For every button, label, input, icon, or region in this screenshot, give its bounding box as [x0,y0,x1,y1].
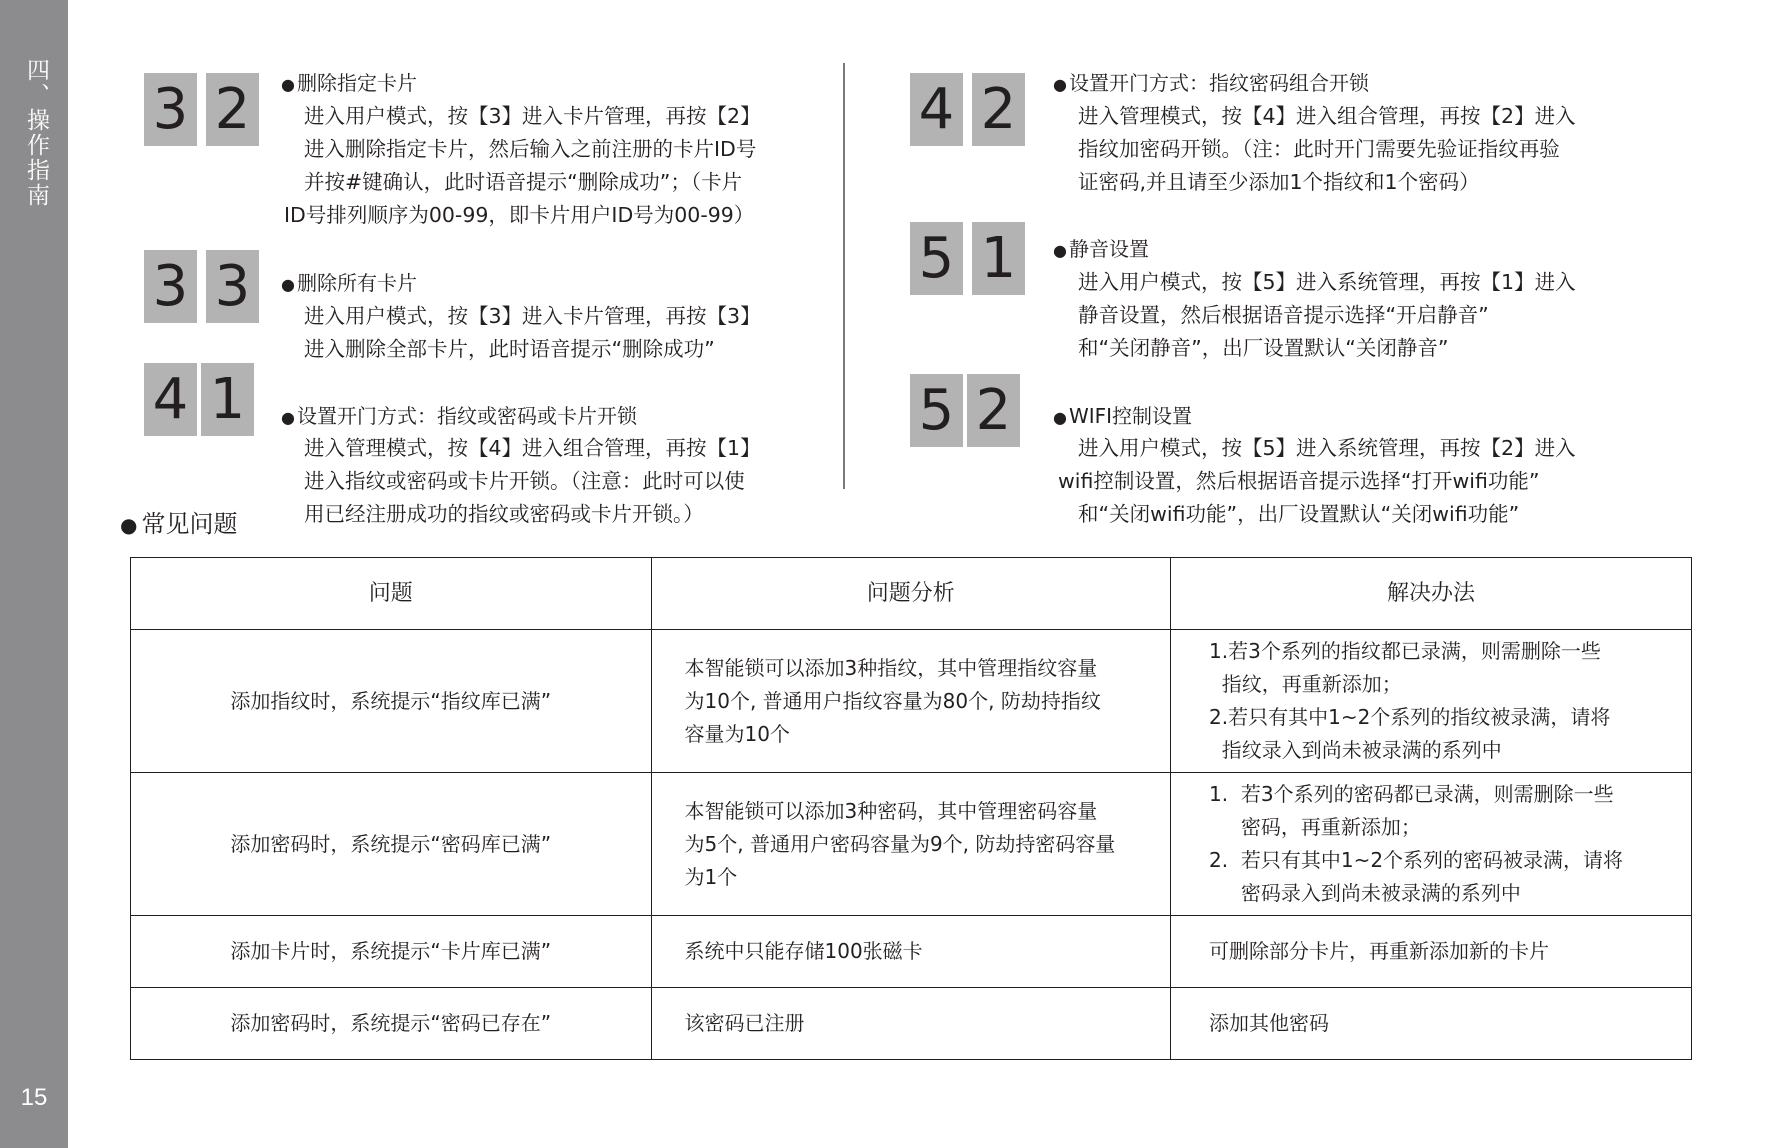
analysis-line: 为10个, 普通用户指纹容量为80个, 防劫持指纹 [684,688,1101,713]
step-description [1078,266,1576,365]
step-line: 进入指纹或密码或卡片开锁。（注意：此时可以使 [304,469,745,493]
step-number-digit: 2 [206,73,259,146]
table-row [131,916,1692,988]
step-line: 进入用户模式，按【3】进入卡片管理，再按【2】 [304,104,761,128]
solution-line: 密码录入到尚未被录满的系列中 [1209,881,1521,905]
problem-cell: 添加密码时，系统提示“密码已存在” [131,988,652,1060]
table-row [131,988,1692,1060]
step-description [304,300,761,366]
step-number-digit: 1 [972,222,1025,295]
step-title-text: 删除指定卡片 [296,71,417,95]
step-description [284,100,761,232]
section-title: 四、操作指南 [23,58,49,208]
header-solution: 解决办法 [1171,558,1692,630]
faq-heading-text: 常见问题 [141,510,238,538]
table-row [131,773,1692,916]
step-line: 并按#键确认，此时语音提示“删除成功”；（卡片 [304,170,743,194]
solution-line: 添加其他密码 [1209,1011,1330,1035]
step-line: 和“关闭静音”，出厂设置默认“关闭静音” [1078,336,1449,360]
step-number-digit: 2 [967,374,1020,447]
faq-heading [120,508,237,541]
bullet-icon: ● [1053,241,1067,260]
solution-cell [1171,916,1692,988]
step-line: 进入用户模式，按【5】进入系统管理，再按【2】进入 [1078,436,1576,460]
step-line: 进入删除指定卡片，然后输入之前注册的卡片ID号 [304,137,757,161]
solution-cell [1171,773,1692,916]
step-line: 指纹加密码开锁。（注：此时开门需要先验证指纹再验 [1078,137,1560,161]
problem-cell: 添加指纹时，系统提示“指纹库已满” [131,630,652,773]
solution-line: 指纹录入到尚未被录满的系列中 [1209,738,1502,762]
step-number-digit: 3 [144,250,197,323]
analysis-cell [651,630,1171,773]
analysis-line: 本智能锁可以添加3种密码，其中管理密码容量 [684,798,1098,823]
step-title-text: 静音设置 [1068,237,1149,261]
analysis-cell [651,916,1171,988]
step-line: 进入用户模式，按【3】进入卡片管理，再按【3】 [304,304,761,328]
bullet-icon: ● [120,513,138,537]
problem-cell: 添加卡片时，系统提示“卡片库已满” [131,916,652,988]
solution-line: 2.若只有其中1~2个系列的指纹被录满，请将 [1209,705,1611,729]
header-analysis: 问题分析 [651,558,1171,630]
analysis-cell [651,773,1171,916]
step-line: 进入管理模式，按【4】进入组合管理，再按【1】 [304,436,761,460]
step-number-digit: 4 [910,73,963,146]
analysis-cell [651,988,1171,1060]
step-line: ID号排列顺序为00-99，即卡片用户ID号为00-99） [284,203,755,227]
solution-cell [1171,988,1692,1060]
bullet-icon: ● [1053,75,1067,94]
step-description [1058,432,1576,531]
bullet-icon: ● [281,75,295,94]
step-description [1078,100,1576,199]
step-line: 静音设置，然后根据语音提示选择“开启静音” [1078,303,1489,327]
bullet-icon: ● [1053,408,1067,427]
step-description [304,432,761,531]
step-line: 和“关闭wifi功能”，出厂设置默认“关闭wifi功能” [1078,502,1520,526]
solution-line: 1. 若3个系列的密码都已录满，则需删除一些 [1209,782,1614,806]
step-title [281,270,417,298]
step-number-digit: 1 [201,363,254,436]
column-divider [843,63,845,489]
step-title-text: 删除所有卡片 [296,271,417,295]
step-line: 进入删除全部卡片，此时语音提示“删除成功” [304,337,715,361]
step-title [281,403,637,431]
faq-table [130,557,1692,1060]
step-title [1053,70,1369,98]
analysis-line: 为5个, 普通用户密码容量为9个, 防劫持密码容量 [684,831,1116,856]
analysis-line: 为1个 [684,864,738,889]
header-problem: 问题 [131,558,652,630]
step-line: wifi控制设置，然后根据语音提示选择“打开wifi功能” [1058,469,1540,493]
solution-line: 密码，再重新添加； [1209,815,1421,839]
sidebar [0,0,68,1148]
step-number-digit: 2 [972,73,1025,146]
analysis-line: 容量为10个 [684,721,790,746]
step-title [281,70,417,98]
solution-line: 可删除部分卡片，再重新添加新的卡片 [1209,939,1550,963]
step-number-digit: 5 [910,222,963,295]
analysis-line: 本智能锁可以添加3种指纹，其中管理指纹容量 [684,655,1098,680]
table-row [131,630,1692,773]
step-line: 进入管理模式，按【4】进入组合管理，再按【2】进入 [1078,104,1576,128]
step-title-text: 设置开门方式：指纹密码组合开锁 [1068,71,1369,95]
bullet-icon: ● [281,275,295,294]
step-title [1053,403,1192,431]
problem-cell: 添加密码时，系统提示“密码库已满” [131,773,652,916]
step-number-digit: 5 [910,374,963,447]
step-title-text: WIFI控制设置 [1068,404,1193,428]
table-header-row [131,558,1692,630]
solution-line: 指纹，再重新添加； [1209,672,1402,696]
step-number-digit: 3 [206,250,259,323]
step-number-digit: 4 [144,363,197,436]
step-line: 进入用户模式，按【5】进入系统管理，再按【1】进入 [1078,270,1576,294]
solution-cell [1171,630,1692,773]
analysis-line: 系统中只能存储100张磁卡 [684,939,923,963]
step-title [1053,236,1149,264]
solution-line: 2. 若只有其中1~2个系列的密码被录满，请将 [1209,848,1624,872]
page-number: 15 [20,1084,48,1111]
step-line: 用已经注册成功的指纹或密码或卡片开锁。） [304,502,704,526]
step-title-text: 设置开门方式：指纹或密码或卡片开锁 [296,404,637,428]
solution-line: 1.若3个系列的指纹都已录满，则需删除一些 [1209,639,1601,663]
analysis-line: 该密码已注册 [684,1011,805,1035]
bullet-icon: ● [281,408,295,427]
step-number-digit: 3 [144,73,197,146]
step-line: 证密码,并且请至少添加1个指纹和1个密码） [1078,170,1480,194]
